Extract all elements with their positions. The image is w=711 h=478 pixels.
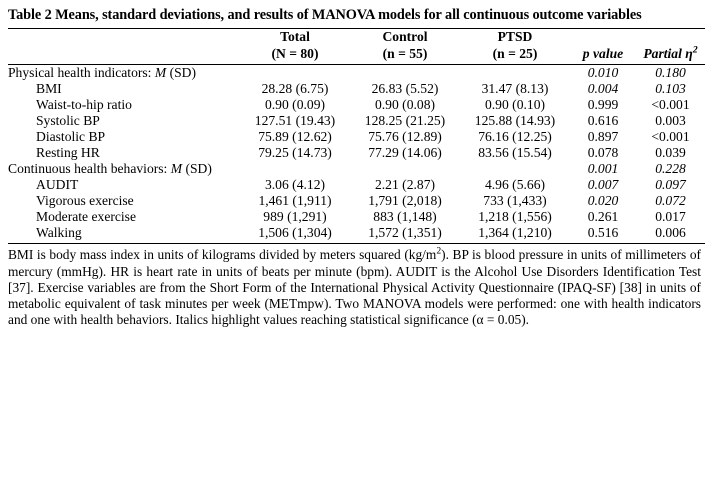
- row-ptsd: 733 (1,433): [483, 193, 547, 209]
- table-caption: Table 2 Means, standard deviations, and results of MANOVA models for all continuous outcome variables: [8, 7, 642, 23]
- row-control: 883 (1,148): [373, 209, 437, 225]
- row-label: Diastolic BP: [36, 129, 106, 145]
- header-control-label: Control: [382, 29, 428, 45]
- row-p-value: 0.261: [587, 209, 619, 225]
- header-partial-eta: Partial $\eta^2$: [636, 29, 705, 63]
- row-ptsd: 1,364 (1,210): [478, 225, 552, 241]
- table-row: [8, 209, 705, 225]
- row-partial-eta: 0.097: [655, 177, 686, 193]
- header-blank: [8, 29, 240, 63]
- row-total: 28.28 (6.75): [261, 81, 329, 97]
- table-row: [8, 225, 705, 241]
- row-p-value: 0.897: [587, 129, 619, 145]
- row-label: AUDIT: [36, 177, 79, 193]
- row-ptsd: 76.16 (12.25): [478, 129, 552, 145]
- row-control: 75.76 (12.89): [368, 129, 442, 145]
- table-row: [8, 145, 705, 161]
- row-p-value: 0.004: [587, 81, 619, 97]
- row-label: Systolic BP: [36, 113, 100, 129]
- row-control: 1,791 (2,018): [368, 193, 442, 209]
- row-total: 75.89 (12.62): [258, 129, 332, 145]
- row-partial-eta: 0.039: [655, 145, 686, 161]
- row-ptsd: 125.88 (14.93): [474, 113, 556, 129]
- table-row: [8, 81, 705, 97]
- table-row: [8, 177, 705, 193]
- row-p-value: 0.001: [587, 161, 619, 177]
- row-partial-eta: 0.017: [655, 209, 686, 225]
- header-control-sub: (n = 55): [382, 45, 428, 61]
- table-row: [8, 65, 705, 82]
- row-label: Vigorous exercise: [36, 193, 134, 209]
- table-row: [8, 129, 705, 145]
- row-label: Moderate exercise: [36, 209, 137, 225]
- row-ptsd: 83.56 (15.54): [478, 145, 552, 161]
- row-total: 0.90 (0.09): [264, 97, 326, 113]
- row-p-value: 0.516: [587, 225, 619, 241]
- row-partial-eta: 0.006: [655, 225, 686, 241]
- row-label: Resting HR: [36, 145, 100, 161]
- row-ptsd: 4.96 (5.66): [484, 177, 546, 193]
- row-p-value: 0.999: [587, 97, 619, 113]
- row-p-value: 0.078: [587, 145, 619, 161]
- header-total-label: Total: [280, 29, 310, 45]
- row-partial-eta: 0.103: [655, 81, 686, 97]
- row-label: Waist-to-hip ratio: [36, 97, 132, 113]
- row-p-value: 0.007: [587, 177, 619, 193]
- row-label: BMI: [36, 81, 62, 97]
- header-ptsd-sub: (n = 25): [492, 45, 538, 61]
- row-p-value: 0.010: [587, 65, 619, 81]
- header-total: [240, 29, 350, 63]
- row-partial-eta: <0.001: [651, 129, 690, 145]
- row-label: Continuous health behaviors: M (SD): [8, 161, 212, 177]
- results-table: [8, 28, 705, 244]
- row-control: 1,572 (1,351): [368, 225, 442, 241]
- table-bottom-rule: [8, 241, 705, 244]
- row-control: 26.83 (5.52): [371, 81, 439, 97]
- table-bottom-rule-row: [8, 241, 705, 244]
- row-partial-eta: <0.001: [651, 97, 690, 113]
- row-total: 127.51 (19.43): [254, 113, 336, 129]
- row-ptsd: 1,218 (1,556): [478, 209, 552, 225]
- row-label: Physical health indicators: M (SD): [8, 65, 197, 81]
- row-total: 3.06 (4.12): [264, 177, 326, 193]
- table-row: [8, 97, 705, 113]
- row-total: 989 (1,291): [263, 209, 327, 225]
- table-row: [8, 113, 705, 129]
- row-total: 1,506 (1,304): [258, 225, 332, 241]
- header-total-sub: (N = 80): [271, 45, 319, 61]
- header-ptsd: [460, 29, 570, 63]
- table-footnote: BMI is body mass index in units of kilograms divided by meters squared $(kg/m^2)$. BP is blood pressure in units of millimeters of mercury (mmHg). HR is heart rate in units of beats per minute (bpm). AUDIT is the Alcohol Use Disorders Identification Test [37]. Exercise variables are from the Short Form of the International Physical Activity Questionnaire (IPAQ-SF) [38] in units of metabolic equivalent of task minutes per week (METmpw). Two MANOVA models were performed: one with health indicators and one with health behaviors. Italics highlight values reaching statistical significance (α = 0.05).: [8, 245, 701, 328]
- row-ptsd: [460, 161, 570, 177]
- row-p-value: 0.616: [587, 113, 619, 129]
- row-control: 0.90 (0.08): [374, 97, 436, 113]
- row-partial-eta: 0.228: [655, 161, 686, 177]
- row-total: [240, 161, 350, 177]
- row-control: 128.25 (21.25): [364, 113, 446, 129]
- row-partial-eta: 0.072: [655, 193, 686, 209]
- row-ptsd: 31.47 (8.13): [481, 81, 549, 97]
- header-ptsd-label: PTSD: [497, 29, 533, 45]
- row-total: [240, 65, 350, 82]
- row-total: 1,461 (1,911): [258, 193, 332, 209]
- row-ptsd: [460, 65, 570, 82]
- row-label: Walking: [36, 225, 82, 241]
- table-row: [8, 193, 705, 209]
- header-p-value: p value: [570, 29, 636, 63]
- row-control: 2.21 (2.87): [374, 177, 436, 193]
- row-partial-eta: 0.003: [655, 113, 686, 129]
- table-row: [8, 161, 705, 177]
- row-control: [350, 161, 460, 177]
- row-total: 79.25 (14.73): [258, 145, 332, 161]
- row-ptsd: 0.90 (0.10): [484, 97, 546, 113]
- row-p-value: 0.020: [587, 193, 619, 209]
- row-control: [350, 65, 460, 82]
- row-control: 77.29 (14.06): [368, 145, 442, 161]
- row-partial-eta: 0.180: [655, 65, 686, 81]
- table-header-row: [8, 29, 705, 63]
- header-control: [350, 29, 460, 63]
